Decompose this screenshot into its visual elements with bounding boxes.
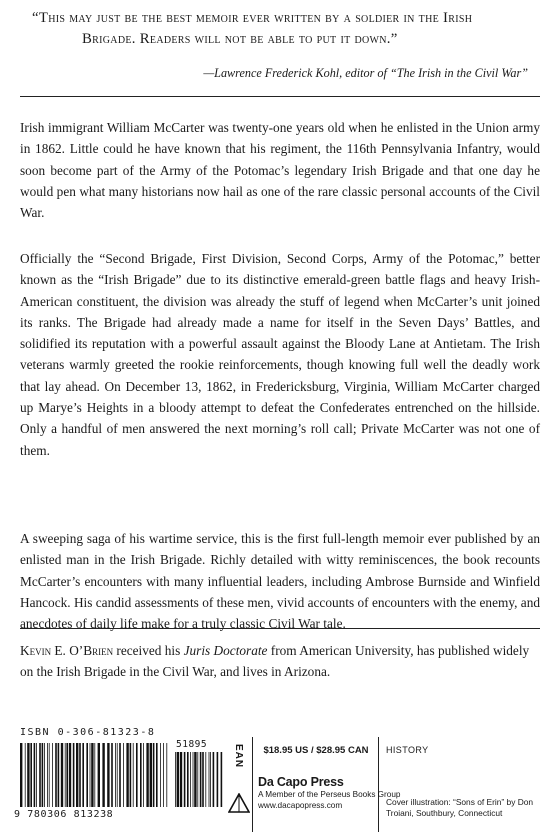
bio-degree: Juris Doctorate bbox=[183, 643, 268, 658]
ean-label: EAN bbox=[233, 744, 244, 769]
barcode-bar bbox=[115, 743, 116, 807]
barcode-bar bbox=[117, 743, 118, 807]
barcode-bar bbox=[44, 743, 45, 807]
barcode-bar bbox=[175, 752, 176, 807]
barcode-bar bbox=[221, 752, 223, 807]
barcode-bar bbox=[69, 743, 71, 807]
barcode-bar bbox=[136, 743, 138, 807]
top-divider bbox=[20, 96, 540, 97]
barcode-bar bbox=[187, 752, 189, 807]
ean-barcode bbox=[20, 743, 169, 807]
barcode-bar bbox=[177, 752, 179, 807]
barcode-bar bbox=[150, 743, 152, 807]
barcode-bar bbox=[20, 743, 22, 807]
addon-barcode bbox=[175, 752, 223, 807]
isbn-label: ISBN 0-306-81323-8 bbox=[20, 727, 156, 738]
barcode-bar bbox=[49, 743, 50, 807]
publisher-logo-icon bbox=[228, 793, 250, 813]
author-name: Kevin E. O’Brien bbox=[20, 643, 114, 658]
divider-right bbox=[378, 737, 379, 832]
barcode-bar bbox=[143, 743, 144, 807]
barcode-bar bbox=[156, 743, 158, 807]
barcode-bar bbox=[47, 743, 48, 807]
author-bio bbox=[20, 640, 540, 683]
barcode-bar bbox=[133, 743, 134, 807]
bio-text-before: received his bbox=[113, 643, 184, 658]
barcode-bar bbox=[76, 743, 78, 807]
barcode-bar bbox=[39, 743, 41, 807]
attribution-suffix: ” bbox=[521, 66, 528, 80]
ean-digits: 9 780306 813238 bbox=[14, 809, 114, 820]
quote-line-1: “This may just be the best memoir ever written by a soldier in the Irish bbox=[32, 10, 473, 26]
barcode-bar bbox=[73, 743, 75, 807]
barcode-bar bbox=[61, 743, 63, 807]
barcode-bar bbox=[79, 743, 81, 807]
barcode-bar bbox=[193, 752, 194, 807]
barcode-bar bbox=[91, 743, 93, 807]
barcode-bar bbox=[123, 743, 124, 807]
barcode-bar bbox=[160, 743, 161, 807]
barcode-bar bbox=[25, 743, 26, 807]
barcode-bar bbox=[36, 743, 37, 807]
barcode-bar bbox=[180, 752, 182, 807]
description-paragraph-3: A sweeping saga of his wartime service, this is the first full-length memoir ever published by an enlisted man in the Irish Brigade. Richly detailed with witty reminiscences, the book recounts McCarter’s encounters with many influential leaders, including Ambrose Burnside and Winfield Hancock. His candid assessments of these men, vivid accounts of encounters with the enemy, and anecdotes of daily life make for a truly classic Civil War tale. bbox=[20, 531, 540, 632]
description-paragraph-2: Officially the “Second Brigade, First Division, Second Corps, Army of the Potomac,” better known as the “Irish Brigade” due to its distinctive emerald-green battle flags and heavy Irish-American constituent, the division was already the stuff of legend when McCarter’s unit joined its ranks. The Brigade had already made a name for itself in the Seven Days’ Battles, and solidified its reputation with a powerful assault against the Bloody Lane at Antietam. The Irish veterans warmly greeted the rookie reinforcements, though knowing full well the deadly work that lay ahead. On December 13, 1862, in Fredericksburg, Virginia, William McCarter charged up Marye’s Heights in a bloody attempt to defeat the Confederates entrenched on the hillside. Only a handful of men answered the next morning’s roll call; Private McCarter was not one of them. bbox=[20, 251, 540, 458]
ean-label-box bbox=[232, 744, 246, 784]
barcode-bar bbox=[130, 743, 132, 807]
barcode-bar bbox=[202, 752, 204, 807]
barcode-bar bbox=[34, 743, 36, 807]
barcode-bar bbox=[194, 752, 196, 807]
barcode-bar bbox=[190, 752, 191, 807]
barcode-bar bbox=[205, 752, 206, 807]
barcode-bar bbox=[94, 743, 95, 807]
barcode-bar bbox=[58, 743, 60, 807]
barcode-bar bbox=[55, 743, 57, 807]
barcode-bar bbox=[163, 743, 164, 807]
cover-credit: Cover illustration: “Sons of Erin” by Don Troiani, Southbury, Connecticut bbox=[386, 797, 534, 818]
barcode-bar bbox=[126, 743, 128, 807]
description-paragraph-1: Irish immigrant William McCarter was twenty-one years old when he enlisted in the Union army in 1862. Little could he have known that his regiment, the 116th Pennsylvania Infantry, would soon become part of the Army of the Potomac’s legendary Irish Brigade and that one day he would pen what many historians now hail as one of the rare classic personal accounts of the Civil War. bbox=[20, 120, 540, 221]
barcode-bar bbox=[213, 752, 215, 807]
barcode-bar bbox=[102, 743, 104, 807]
barcode-bar bbox=[166, 743, 167, 807]
blurb-quote bbox=[32, 8, 528, 50]
addon-digits: 51895 bbox=[176, 739, 208, 750]
barcode-bar bbox=[197, 752, 198, 807]
barcode-bar bbox=[42, 743, 44, 807]
barcode-bar bbox=[86, 743, 88, 807]
category-label: HISTORY bbox=[386, 745, 429, 755]
barcode-bar bbox=[107, 743, 109, 807]
publisher-tagline: A Member of the Perseus Books Group bbox=[258, 790, 401, 799]
publisher-website: www.dacapopress.com bbox=[258, 801, 343, 810]
barcode-bar bbox=[146, 743, 148, 807]
barcode-bar bbox=[90, 743, 91, 807]
attribution-prefix: —Lawrence Frederick Kohl, editor of “ bbox=[203, 66, 397, 80]
barcode-bar bbox=[184, 752, 186, 807]
publisher-block bbox=[258, 775, 401, 811]
price-label: $18.95 US / $28.95 CAN bbox=[263, 745, 369, 756]
barcode-bar bbox=[217, 752, 219, 807]
barcode-bar bbox=[153, 743, 155, 807]
barcode-bar bbox=[66, 743, 68, 807]
publisher-name: Da Capo Press bbox=[258, 775, 344, 789]
barcode-bar bbox=[30, 743, 32, 807]
bio-text-after: from American University, has published widely on the Irish Brigade in the Civil War, and lives in Arizona. bbox=[20, 643, 530, 680]
divider-left bbox=[252, 737, 253, 832]
quote-attribution bbox=[0, 66, 528, 81]
attribution-title: The Irish in the Civil War bbox=[396, 66, 522, 80]
barcode-bar bbox=[27, 743, 29, 807]
barcode-bar bbox=[98, 743, 100, 807]
barcode-bar bbox=[119, 743, 121, 807]
barcode-bar bbox=[140, 743, 142, 807]
barcode-bar bbox=[111, 743, 113, 807]
barcode-bar bbox=[82, 743, 84, 807]
quote-line-2: Brigade. Readers will not be able to put it down.” bbox=[82, 31, 398, 47]
barcode-bar bbox=[52, 743, 53, 807]
barcode-bar bbox=[210, 752, 211, 807]
barcode-bar bbox=[65, 743, 66, 807]
barcode-bar bbox=[200, 752, 202, 807]
barcode-bar bbox=[209, 752, 210, 807]
bio-divider bbox=[20, 628, 540, 629]
